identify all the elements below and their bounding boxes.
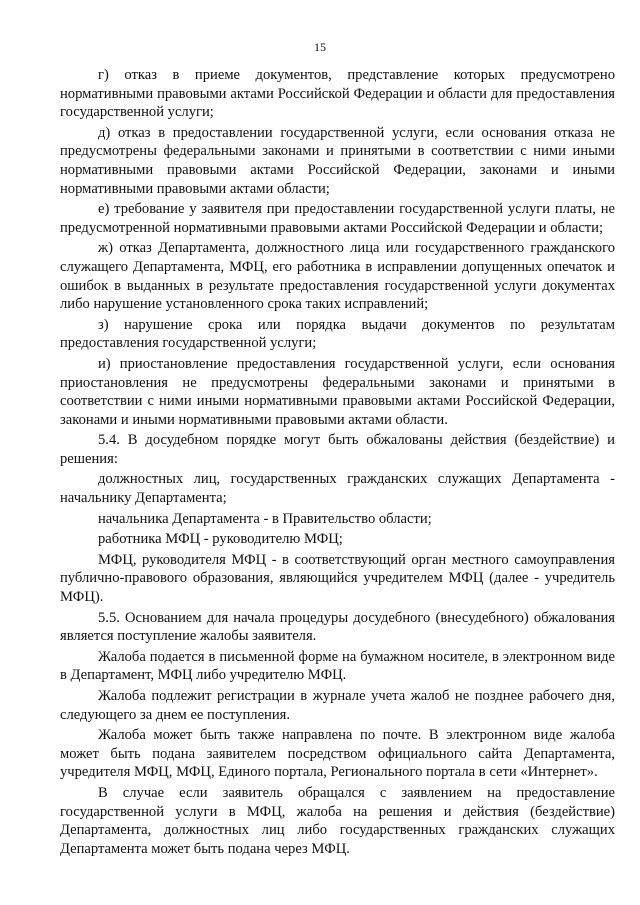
paragraph-complaint-via-mfc: В случае если заявитель обращался с заявлением на предоставление государственной услуги в МФЦ, жалоба на решения и действия (бездействие) Департамента, должностных лиц либо государственных гражданских служащих Департамента может быть подана через МФЦ. [60, 784, 615, 857]
paragraph-zh-refusal-correct-errors: ж) отказ Департамента, должностного лица или государственного гражданского служащего Департамента, МФЦ, его работника в исправлении допущенных опечаток и ошибок в выданных в результате предоставления государственной услуги документах либо нарушение установленного срока таких исправлений; [60, 240, 615, 313]
paragraph-appeal-mfc-worker: работника МФЦ - руководителю МФЦ; [98, 531, 343, 548]
paragraph-appeal-head: начальника Департамента - в Правительство области; [98, 510, 432, 527]
paragraph-i-suspension: и) приостановление предоставления государственной услуги, если основания приостановления не предусмотрены федеральными законами и принятыми в соответствии с ними иными нормативными правовыми актами Российской Федерации, законами и иными нормативными правовыми актами области. [60, 355, 615, 428]
page-number: 15 [314, 40, 326, 54]
paragraph-g-refusal-accept-documents: г) отказ в приеме документов, представление которых предусмотрено нормативными правовыми актами Российской Федерации и области для предоставления государственной услуги; [60, 67, 615, 121]
paragraph-e-payment-requirement: е) требование у заявителя при предоставлении государственной услуги платы, не предусмотренной нормативными правовыми актами Российской Федерации и области; [60, 201, 615, 236]
paragraph-5-4-appeal-scope: 5.4. В досудебном порядке могут быть обжалованы действия (бездействие) и решения: [60, 432, 615, 467]
paragraph-complaint-registration: Жалоба подлежит регистрации в журнале учета жалоб не позднее рабочего дня, следующего за днем ее поступления. [60, 688, 615, 723]
paragraph-d-refusal-provide-service: д) отказ в предоставлении государственной услуги, если основания отказа не предусмотрены федеральными законами и принятыми в соответствии с ними иными нормативными правовыми актами Российской Федерации, законами и иными нормативными правовыми актами области; [60, 124, 615, 197]
document-body [60, 66, 615, 860]
paragraph-appeal-mfc: МФЦ, руководителя МФЦ - в соответствующий орган местного самоуправления публично-правового образования, являющийся учредителем МФЦ (далее - учредитель МФЦ). [60, 551, 615, 606]
paragraph-5-5-grounds: 5.5. Основанием для начала процедуры досудебного (внесудебного) обжалования является поступление жалобы заявителя. [60, 609, 615, 645]
paragraph-complaint-form: Жалоба подается в письменной форме на бумажном носителе, в электронном виде в Департамент, МФЦ либо учредителю МФЦ. [60, 648, 615, 684]
paragraph-appeal-officials: должностных лиц, государственных гражданских служащих Департамента - начальнику Департамента; [60, 471, 615, 507]
paragraph-z-deadline-violation: з) нарушение срока или порядка выдачи документов по результатам предоставления государственной услуги; [60, 316, 615, 352]
paragraph-complaint-by-mail: Жалоба может быть также направлена по почте. В электронном виде жалоба может быть подана заявителем посредством официального сайта Департамента, учредителя МФЦ, МФЦ, Единого портала, Регионального портала в сети «Интернет». [60, 727, 615, 781]
